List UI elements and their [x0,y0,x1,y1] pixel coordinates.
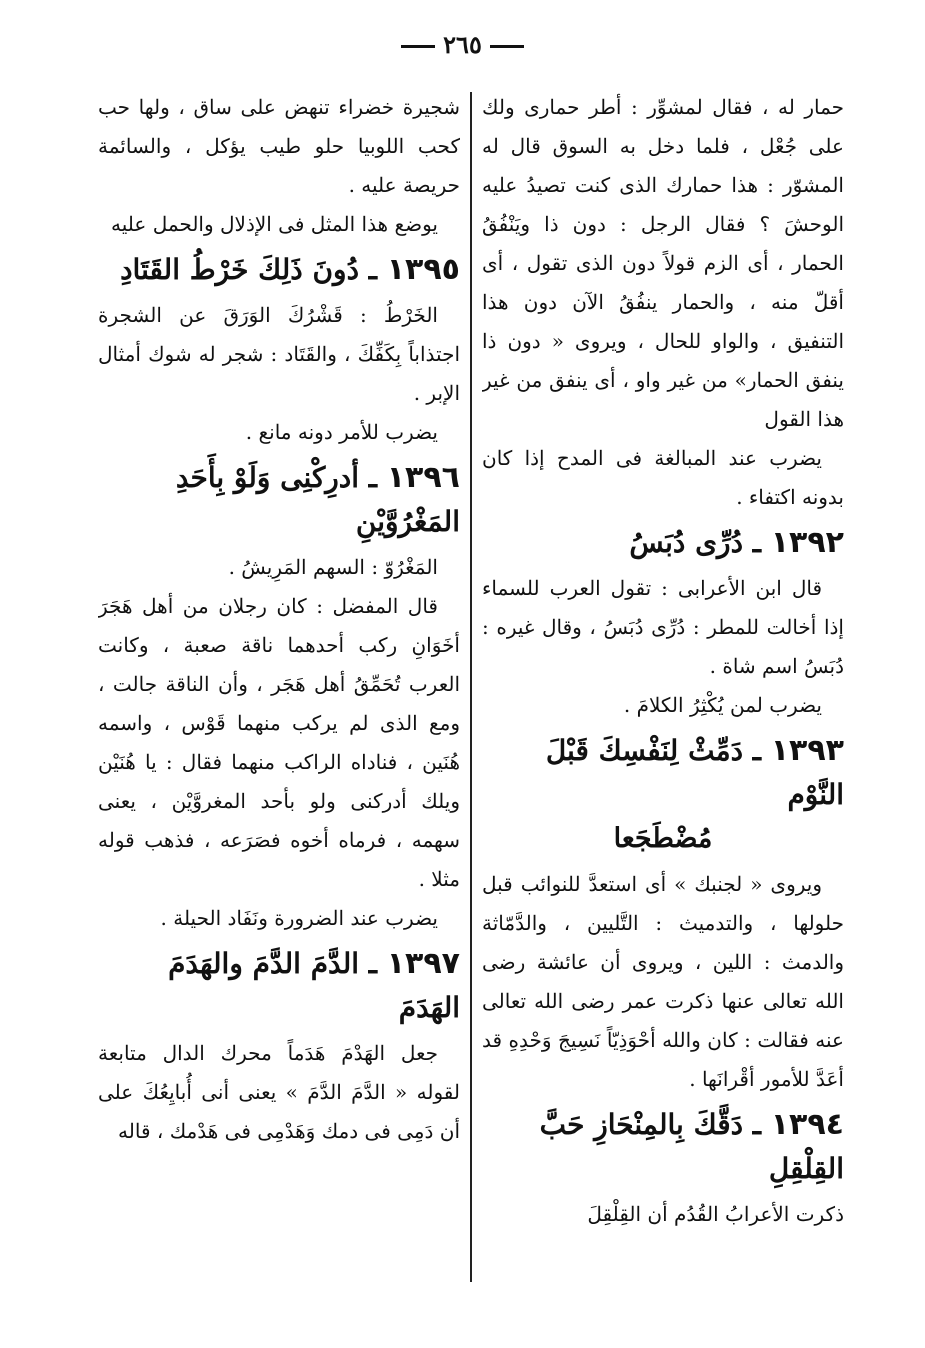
body-paragraph: قال ابن الأعرابى : تقول العرب للسماء إذا أخالت للمطر : دُرِّى دُبَسُ ، وقال غيره : دُبَسُ اسم شاة . [482,576,844,678]
proverb-heading [98,248,460,292]
body-paragraph: الخَرْطُ : قَشْرُكَ الوَرَقَ عن الشجرة اجتذاباً بِكَفِّكَ ، والقَتَاد : شجر له شوك أمثال الإبر . [98,303,460,405]
proverb-heading [98,942,460,1030]
page-number-dash-right [490,45,524,48]
body-paragraph: يضرب عند الضرورة ونَفَاد الحيلة . [160,906,438,930]
page-number-text: ٢٦٥ [443,30,482,59]
proverb-number: ١٣٩٥ [386,252,460,287]
proverb-separator: ـ [359,461,387,494]
proverb-number: ١٣٩٤ [770,1107,844,1142]
body-paragraph: جعل الهَدْمَ هَدَماً محرك الدال متابعة لقوله « الدَّمَ الدَّمَ » يعنى أنى أُبايِعُكَ على أن دَمِى فى دمك وَهَدْمِى فى هَدْمك ، قاله [98,1041,460,1143]
body-paragraph: شجيرة خضراء تنهض على ساق ، ولها حب كحب اللوبيا حلو طيب يؤكل ، والسائمة حريصة عليه . [98,95,460,197]
page-number-dash-left [401,45,435,48]
proverb-text: دُرِّى دُبَسُ [629,526,744,559]
proverb-text: دَمِّثْ لِنَفْسِكَ قَبْلَ النَّوْم [545,734,844,811]
proverb-separator: ـ [743,734,771,767]
proverb-number: ١٣٩٦ [386,460,460,495]
body-paragraph: قال المفضل : كان رجلان من أهل هَجَرَ أخَوَانِ ركب أحدهما ناقة صعبة ، وكانت العرب تُحَمِّقُ أهل هَجَر ، وأن الناقة جالت ، ومع الذى لم يركب منهما قَوْس ، واسمه هُنَين ، فناداه الراكب منهما فقال : يا هُنَيْن ويلك أدركنى ولو بأحد المغروَّيْن ، يعنى سهمه ، فرماه أخوه فصَرَعه ، فذهب قوله مثلا . [98,594,460,891]
proverb-text: دَقَّكَ بِالمِنْحَازِ حَبَّ القِلْقِلِ [539,1108,844,1185]
proverb-text: أدرِكْنِى وَلَوْ بِأَحَدِ المَغْرُوَّيْنِ [175,461,460,538]
body-paragraph: ذكرت الأعرابُ القُدُم أن القِلْقِلَ [587,1202,844,1226]
body-paragraph: يضرب لمن يُكْثِرُ الكلامَ . [623,693,822,717]
body-paragraph: حمار له ، فقال لمشوِّر : أطر حمارى ولك على جُعْل ، فلما دخل به السوق قال له المشوّر : هذا حمارك الذى كنت تصيدُ عليه الوحشَ ؟ فقال الرجل : دون ذا ويَنْفُقُ الحمار ، أى الزم قولاً دون الذى تقول ، أى أقلّ منه ، والحمار ينفُقُ الآن دون هذا التنفيق ، والواو للحال ، ويروى « دون ذا ينفق الحمار» من غير واو ، أى ينفق من غير هذا القول [482,95,844,431]
proverb-separator: ـ [743,1108,771,1141]
proverb-heading [482,521,844,565]
proverb-heading [98,456,460,544]
body-paragraph: يضرب للأمر دونه مانع . [245,420,438,444]
proverb-text: دُونَ ذَلِكَ خَرْطُ القَتَادِ [120,253,360,286]
proverb-heading [482,1103,844,1191]
proverb-separator: ـ [743,526,771,559]
proverb-separator: ـ [359,253,387,286]
body-paragraph: ويروى « لجنبك » أى استعدَّ للنوائب قبل حلولها ، والتدميث : التَّليين ، والدَّمّاثة والدمث : اللين ، ويروى أن عائشة رضى الله تعالى عنها ذكرت عمر رضى الله تعالى عنه فقالت : كان والله أحْوَذِيّاً نَسِيجَ وَحْدِهِ قد أعَدَّ للأمور أقْرانَها . [482,872,844,1091]
proverb-number: ١٣٩٣ [770,733,844,768]
left-column [98,88,460,1318]
proverb-heading [482,729,844,817]
body-paragraph: يضرب عند المبالغة فى المدح إذا كان بدونه اكتفاء . [482,446,844,509]
right-column [482,88,844,1318]
column-divider [470,92,472,1282]
body-paragraph: يوضع هذا المثل فى الإذلال والحمل عليه [111,212,438,236]
proverb-number: ١٣٩٢ [770,525,844,560]
page-number [0,30,925,59]
proverb-number: ١٣٩٧ [386,946,460,981]
proverb-heading-continuation: مُضْطَجَعا [613,823,713,854]
body-paragraph: المَغْرُوّ : السهم المَرِيشُ . [228,555,438,579]
proverb-separator: ـ [359,947,387,980]
proverb-text: الدَّمَ الدَّمَ والهَدَمَ الهَدَمَ [168,947,460,1024]
